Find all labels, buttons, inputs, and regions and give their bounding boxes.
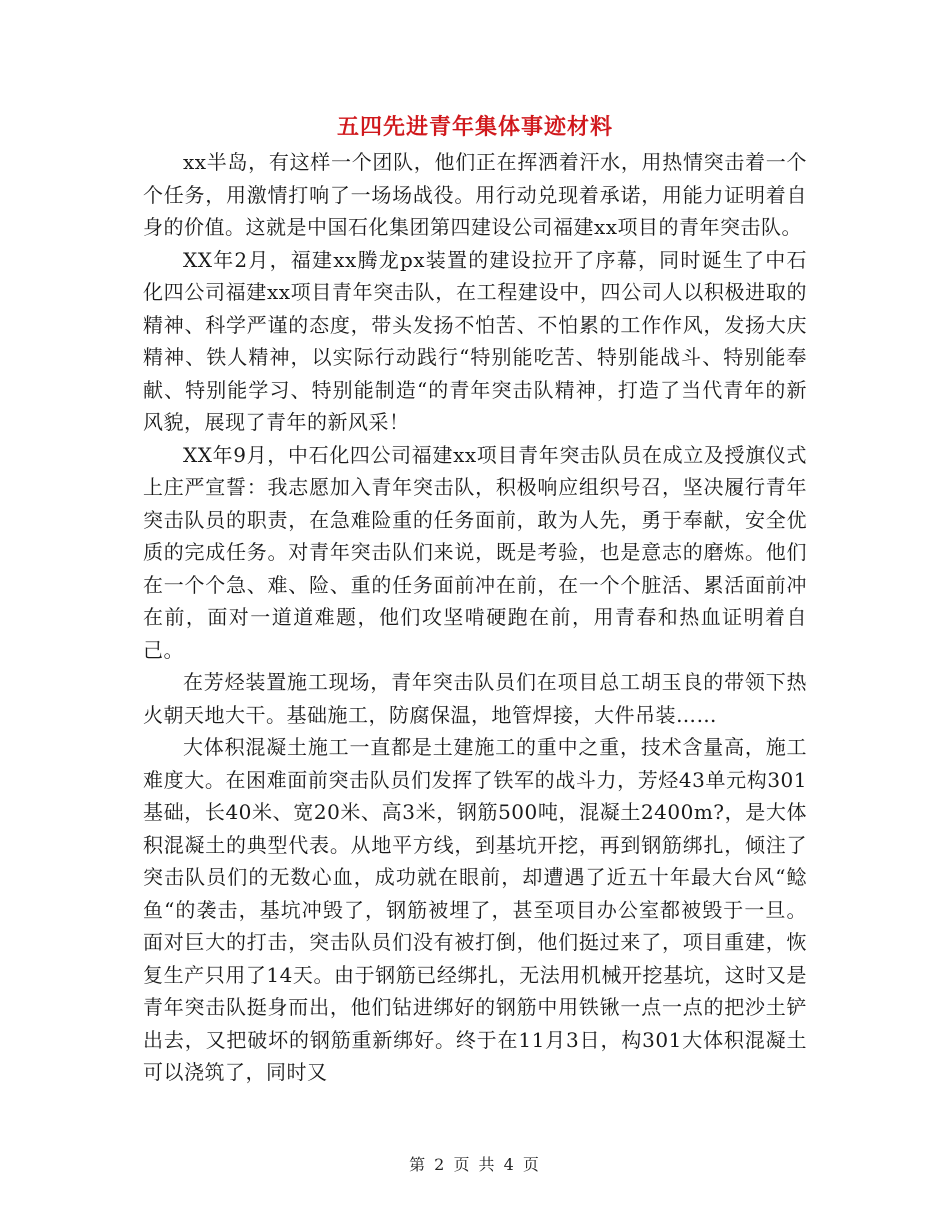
document-body	[143, 146, 807, 1089]
paragraph-2: XX年2月，福建xx腾龙px装置的建设拉开了序幕，同时诞生了中石化四公司福建xx项目青年突击队，在工程建设中，四公司人以积极进取的精神、科学严谨的态度，带头发扬不怕苦、不怕累的工作作风，发扬大庆精神、铁人精神，以实际行动践行“特别能吃苦、特别能战斗、特别能奉献、特别能学习、特别能制造“的青年突击队精神，打造了当代青年的新风貌，展现了青年的新风采！	[143, 247, 807, 434]
paragraph-5: 大体积混凝土施工一直都是土建施工的重中之重，技术含量高，施工难度大。在困难面前突击队员们发挥了铁军的战斗力，芳烃43单元构301基础，长40米、宽20米、高3米，钢筋500吨，混凝土2400m?，是大体积混凝土的典型代表。从地平方线，到基坑开挖，再到钢筋绑扎，倾注了突击队员们的无数心血，成功就在眼前，却遭遇了近五十年最大台风“鲶鱼“的袭击，基坑冲毁了，钢筋被埋了，甚至项目办公室都被毁于一旦。面对巨大的打击，突击队员们没有被打倒，他们挺过来了，项目重建，恢复生产只用了14天。由于钢筋已经绑扎，无法用机械开挖基坑，这时又是青年突击队挺身而出，他们钻进绑好的钢筋中用铁锹一点一点的把沙土铲出去，又把破坏的钢筋重新绑好。终于在11月3日，构301大体积混凝土可以浇筑了，同时又	[143, 735, 807, 1084]
page-number-footer: 第 2 页 共 4 页	[409, 1155, 541, 1174]
paragraph-4: 在芳烃装置施工现场，青年突击队员们在项目总工胡玉良的带领下热火朝天地大干。基础施工，防腐保温，地管焊接，大件吊装……	[143, 670, 807, 727]
paragraph-1: xx半岛，有这样一个团队，他们正在挥洒着汗水，用热情突击着一个个任务，用激情打响了一场场战役。用行动兑现着承诺，用能力证明着自身的价值。这就是中国石化集团第四建设公司福建xx项目的青年突击队。	[143, 150, 807, 239]
document-title: 五四先进青年集体事迹材料	[336, 114, 613, 140]
paragraph-3: XX年9月，中石化四公司福建xx项目青年突击队员在成立及授旗仪式上庄严宣誓：我志愿加入青年突击队，积极响应组织号召，坚决履行青年突击队员的职责，在急难险重的任务面前，敢为人先，勇于奉献，安全优质的完成任务。对青年突击队们来说，既是考验，也是意志的磨炼。他们在一个个急、难、险、重的任务面前冲在前，在一个个脏活、累活面前冲在前，面对一道道难题，他们攻坚啃硬跑在前，用青春和热血证明着自己。	[143, 442, 807, 662]
